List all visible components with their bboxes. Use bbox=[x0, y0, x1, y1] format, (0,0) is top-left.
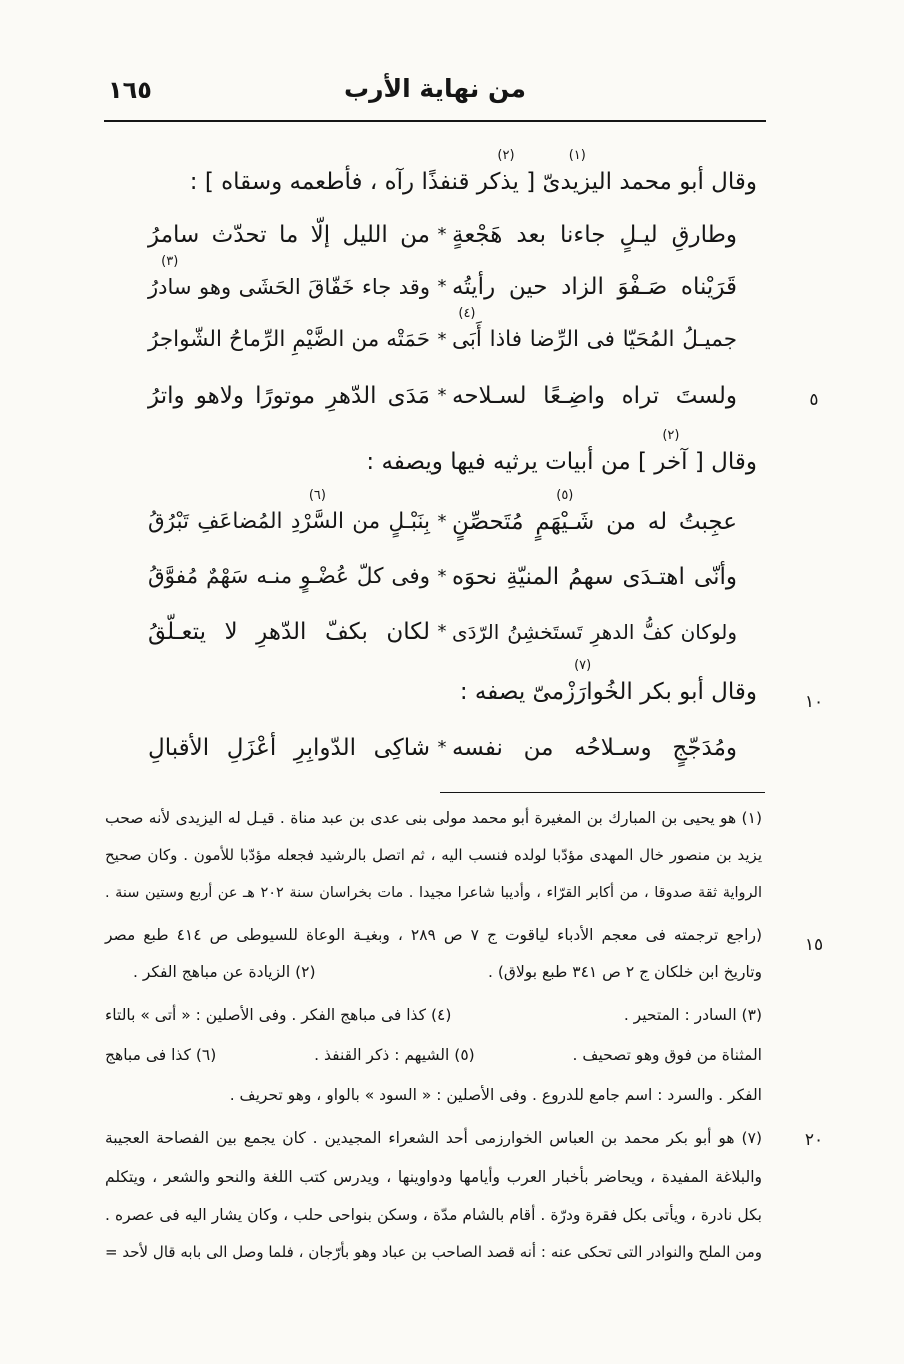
hemistich-text: جميـلُ المُحَيّا فى الرِّضا فاذا bbox=[489, 327, 737, 352]
footnote-text: (٣) السادر : المتحير . bbox=[623, 1006, 762, 1024]
hemistich-right bbox=[452, 306, 737, 360]
intro-text: وقال bbox=[711, 449, 757, 475]
footnote-line: الرواية ثقة صدوقا ، من أكابر القرّاء ، وأديبا شاعرا مجيدا . مات بخراسان سنة ٢٠٢ هـ عن أربع وستين سنة . bbox=[105, 885, 762, 901]
hemistich-right bbox=[452, 267, 737, 307]
verse bbox=[105, 612, 765, 652]
hemistich-left bbox=[148, 557, 430, 597]
hemistich-left bbox=[148, 320, 430, 360]
verse-separator: * bbox=[437, 511, 447, 532]
intro-line bbox=[105, 148, 765, 202]
hemistich-left bbox=[148, 728, 430, 768]
hemistich-left bbox=[148, 376, 430, 416]
annotated-word bbox=[532, 658, 633, 705]
hemistich-right bbox=[452, 488, 737, 542]
header-rule bbox=[104, 120, 766, 122]
hemistich-right bbox=[452, 557, 737, 597]
verse bbox=[105, 376, 765, 416]
hemistich-text: وأنّى اهتـدَى سهمُ المنيّةِ نحوَه bbox=[452, 564, 737, 590]
footnote-text: المثناة من فوق وهو تصحيف . bbox=[572, 1046, 762, 1064]
verse-separator: * bbox=[437, 566, 447, 587]
hemistich-right bbox=[452, 376, 737, 416]
margin-line-number: ٢٠ bbox=[804, 1130, 824, 1150]
footnote-marker: (٢) bbox=[662, 428, 680, 443]
verse-separator: * bbox=[437, 329, 447, 350]
hemistich-text: مَدَى الدّهرِ موتورًا ولاهو واترُ bbox=[148, 383, 430, 409]
annotated-word bbox=[476, 148, 536, 195]
hemistich-text: من الليل إلّا ما تحدّث سامرُ bbox=[148, 222, 430, 248]
annotated-word bbox=[535, 488, 595, 535]
footnote-line: ومن الملح والنوادر التى تحكى عنه : أنه قصد الصاحب بن عباد وهو بأرّجان ، فلما وصل الى بابه قال لأحد = bbox=[105, 1243, 762, 1261]
running-title: من نهاية الأرب bbox=[344, 74, 526, 103]
hemistich-text: قَرَيْناه صَـفْوَ الزاد حين رأيتُه bbox=[452, 274, 737, 300]
verse bbox=[105, 306, 765, 360]
hemistich-left bbox=[148, 612, 430, 652]
verse-separator: * bbox=[437, 276, 447, 297]
footnote-marker: (٦) bbox=[308, 488, 326, 503]
hemistich-right bbox=[452, 612, 737, 652]
footnote-marker: (١) bbox=[568, 148, 586, 163]
hemistich-text: ومُدَجّجٍ وسـلاحُه من نفسه bbox=[452, 735, 737, 761]
hemistich-text: لكان بكفّ الدّهرِ لا يتعـلّقُ bbox=[148, 619, 430, 645]
footnote-line: بكل نادرة ، ويأتى بكل فقرة ودرّة . أقام بالشام مدّة ، وسكن بنواحى حلب ، وكان يشار اليه فى عصره . bbox=[105, 1206, 762, 1224]
annotated-word bbox=[290, 488, 344, 534]
intro-text: [ يذكر bbox=[476, 169, 536, 195]
footnote-rule bbox=[440, 792, 765, 793]
hemistich-text: سادرُ bbox=[148, 275, 192, 299]
margin-line-number: ١٥ bbox=[804, 935, 824, 955]
intro-line bbox=[105, 658, 765, 712]
hemistich-text: بِنَبْـلٍ من bbox=[352, 509, 431, 534]
hemistich-text: وفى كلّ عُضْـوٍ منـه سَهْمٌ مُفوَّقُ bbox=[148, 564, 430, 589]
footnote-line: والبلاغة المفيدة ، ويحاضر بأخبار العرب وأيامها ودواوينها ، ويدرس كتب اللغة والنحو والشعر ، ويتكلم bbox=[105, 1168, 762, 1186]
verse bbox=[105, 215, 765, 255]
footnote-text: (٦) كذا فى مباهج bbox=[105, 1046, 217, 1064]
hemistich-text: ولستَ تراه واضِـعًا لسـلاحه bbox=[452, 383, 737, 409]
hemistich-text: مُتَحصِّنٍ bbox=[452, 509, 524, 535]
intro-line bbox=[105, 428, 765, 482]
footnote-text: (٥) الشيهم : ذكر القنفذ . bbox=[314, 1046, 475, 1064]
verse-separator: * bbox=[437, 621, 447, 642]
intro-text: اليزيدىّ bbox=[542, 169, 613, 195]
intro-text: وقال أبو بكر bbox=[640, 679, 757, 705]
hemistich-right bbox=[452, 728, 737, 768]
hemistich-text: حَمَتْه من الضَّيْمِ الرِّماحُ الشّواجرُ bbox=[148, 327, 430, 352]
intro-text: قنفذًا رآه ، فأطعمه وسقاه ] : bbox=[189, 169, 470, 195]
footnote-line: يزيد بن منصور خال المهدى مؤدّبا لولده فنسب اليه ، ثم اتصل بالرشيد فجعله مؤدّبا للأمون . وكان صحيح bbox=[105, 846, 762, 864]
hemistich-left bbox=[148, 488, 431, 542]
intro-text: [ آخر ] bbox=[637, 449, 704, 475]
hemistich-left bbox=[148, 254, 430, 307]
footnote-marker: (٤) bbox=[458, 306, 476, 321]
hemistich-text: عجِبتُ له من bbox=[606, 509, 737, 535]
annotated-word bbox=[148, 254, 192, 299]
footnote-marker: (٢) bbox=[497, 148, 515, 163]
footnote-text: (٢) الزيادة عن مباهج الفكر . bbox=[133, 963, 316, 981]
hemistich-left bbox=[148, 215, 430, 255]
hemistich-text: وطارقِ ليـلٍ جاءنا بعد هَجْعةٍ bbox=[452, 222, 737, 248]
footnote-text: وتاريخ ابن خلكان ج ٢ ص ٣٤١ طبع بولاق) . bbox=[488, 963, 762, 981]
footnote-line bbox=[105, 1000, 762, 1030]
verse-separator: * bbox=[437, 737, 447, 758]
margin-line-number: ١٠ bbox=[804, 692, 824, 712]
footnote-marker: (٥) bbox=[556, 488, 574, 503]
margin-line-number: ٥ bbox=[809, 390, 819, 410]
verse-separator: * bbox=[437, 385, 447, 406]
intro-text: الخُوارَزْمىّ bbox=[532, 679, 633, 705]
annotated-word bbox=[452, 306, 482, 352]
footnote-line: الفكر . والسرد : اسم جامع للدروع . وفى الأصلين : « السود » بالواو ، وهو تحريف . bbox=[229, 1086, 762, 1104]
intro-text: يصفه : bbox=[459, 679, 526, 705]
verse bbox=[105, 488, 765, 542]
footnote-marker: (٣) bbox=[161, 254, 179, 269]
hemistich-text: وقد جاء خَفّاقَ الحَشَى وهو bbox=[199, 275, 430, 299]
verse bbox=[105, 254, 765, 307]
footnote-line: (١) هو يحيى بن المبارك بن المغيرة أبو محمد مولى بنى عدى بن عبد مناة . قيـل له اليزيدى لأنه صحب bbox=[105, 809, 762, 827]
verse-separator: * bbox=[437, 224, 447, 245]
hemistich-text: شاكِى الدّوابِرِ أعْزَلِ الأقبالِ bbox=[148, 735, 430, 761]
hemistich-text: شَـيْهَمٍ bbox=[535, 509, 595, 535]
intro-text: من أبيات يرثيه فيها ويصفه : bbox=[366, 449, 631, 475]
footnote-line bbox=[105, 957, 762, 987]
hemistich-text: ولوكان كفُّ الدهرِ تَستَخشِنُ الرّدَى bbox=[452, 620, 737, 644]
footnote-line bbox=[105, 1040, 762, 1070]
footnote-marker: (٧) bbox=[574, 658, 592, 673]
intro-text: وقال أبو محمد bbox=[619, 169, 757, 195]
footnote-line: (راجع ترجمته فى معجم الأدباء لياقوت ج ٧ ص ٢٨٩ ، وبغيـة الوعاة للسيوطى ص ٤١٤ طبع مصر bbox=[105, 926, 762, 944]
annotated-word bbox=[542, 148, 613, 195]
verse bbox=[105, 728, 765, 768]
footnote-line: (٧) هو أبو بكر محمد بن العباس الخوارزمى أحد الشعراء المجيدين . كان يجمع بين الفصاحة العجيبة bbox=[105, 1129, 762, 1147]
hemistich-text: السَّرْدِ bbox=[290, 509, 344, 534]
annotated-word bbox=[637, 428, 704, 475]
hemistich-text: المُضاعَفِ تَبْرُقُ bbox=[148, 509, 283, 534]
hemistich-text: أَبَى bbox=[452, 327, 482, 352]
hemistich-right bbox=[452, 215, 737, 255]
page-number: ١٦٥ bbox=[108, 76, 152, 104]
footnote-text: (٤) كذا فى مباهج الفكر . وفى الأصلين : « أتى » بالتاء bbox=[105, 1006, 452, 1024]
verse bbox=[105, 557, 765, 597]
